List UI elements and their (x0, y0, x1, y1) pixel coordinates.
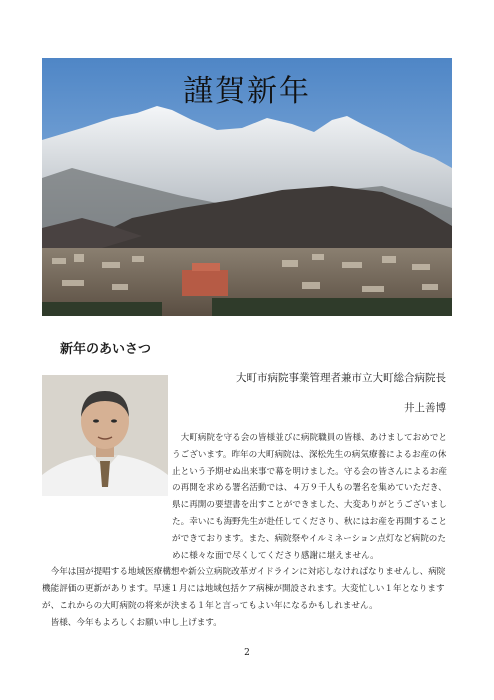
greeting-body (42, 430, 452, 632)
paragraph-1: 大町病院を守る会の皆様並びに病院職員の皆様、あけましておめでとうございます。昨年の大町病院は、深松先生の病気療養によるお産の休止という予期せぬ出来事で幕を明けました。守る会の皆さんによるお産の再開を求める署名活動では、４万９千人もの署名を集めていただき、県に再開の要望書を出すことができました、大変ありがとうございました。幸いにも海野先生が赴任してくださり、秋にはお産を再開することができております。また、病院祭やイルミネーション点灯など病院のために様々な面で尽くしてくださり感謝に堪えません。 (172, 433, 448, 561)
hero-title: 謹賀新年 (183, 74, 311, 109)
section-heading: 新年のあいさつ (60, 342, 152, 357)
author-title: 大町市病院事業管理者兼市立大町総合病院長 (236, 372, 446, 384)
hero-photo (42, 58, 452, 316)
paragraph-2: 今年は国が提唱する地域医療構想や新公立病院改革ガイドラインに対応しなければなりませんし、病院機能評価の更新があります。早速１月には地域包括ケア病棟が開設されます。大変忙しい１年となりますが、これからの大町病院の将来が決まる１年と言ってもよい年になるかもしれません。 (42, 567, 446, 611)
page-number: 2 (244, 648, 250, 658)
author-name: 井上善博 (404, 402, 446, 414)
paragraph-3: 皆様、今年もよろしくお願い申し上げます。 (50, 617, 222, 628)
